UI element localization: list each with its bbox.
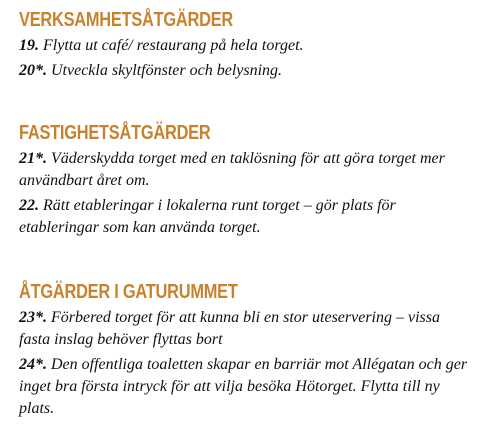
section-verksamhetsatgarder bbox=[19, 8, 472, 85]
item-text: Rätt etableringar i lokalerna runt torget – gör plats för etableringar som kan använda torget. bbox=[19, 197, 396, 236]
list-item bbox=[19, 148, 472, 192]
list-item bbox=[19, 60, 472, 82]
item-number: 22. bbox=[19, 197, 39, 214]
item-text: Flytta ut café/ restaurang på hela torget. bbox=[39, 37, 304, 54]
item-text: Förbered torget för att kunna bli en stor uteservering – vissa fasta inslag behöver flyttas bort bbox=[19, 309, 440, 348]
item-number: 20*. bbox=[19, 62, 47, 79]
list-item bbox=[19, 195, 472, 239]
item-text: Utveckla skyltfönster och belysning. bbox=[47, 62, 283, 79]
list-item bbox=[19, 35, 472, 57]
item-number: 24*. bbox=[19, 356, 47, 373]
section-heading: FASTIGHETSÅTGÄRDER bbox=[19, 122, 211, 144]
item-text: Väderskydda torget med en taklösning för att göra torget mer användbart året om. bbox=[19, 150, 445, 189]
list-item bbox=[19, 354, 472, 420]
item-number: 23*. bbox=[19, 309, 47, 326]
section-heading: ÅTGÄRDER I GATURUMMET bbox=[19, 281, 238, 303]
section-fastighetsatgarder bbox=[19, 121, 472, 242]
item-text: Den offentliga toaletten skapar en barriär mot Allégatan och ger inget bra första intryck för att vilja besöka Hötorget. Flytta till ny plats. bbox=[19, 356, 468, 417]
section-atgarder-i-gaturummet bbox=[19, 280, 472, 423]
section-heading: VERKSAMHETSÅTGÄRDER bbox=[19, 9, 234, 31]
list-item bbox=[19, 307, 472, 351]
item-number: 19. bbox=[19, 37, 39, 54]
item-number: 21*. bbox=[19, 150, 47, 167]
